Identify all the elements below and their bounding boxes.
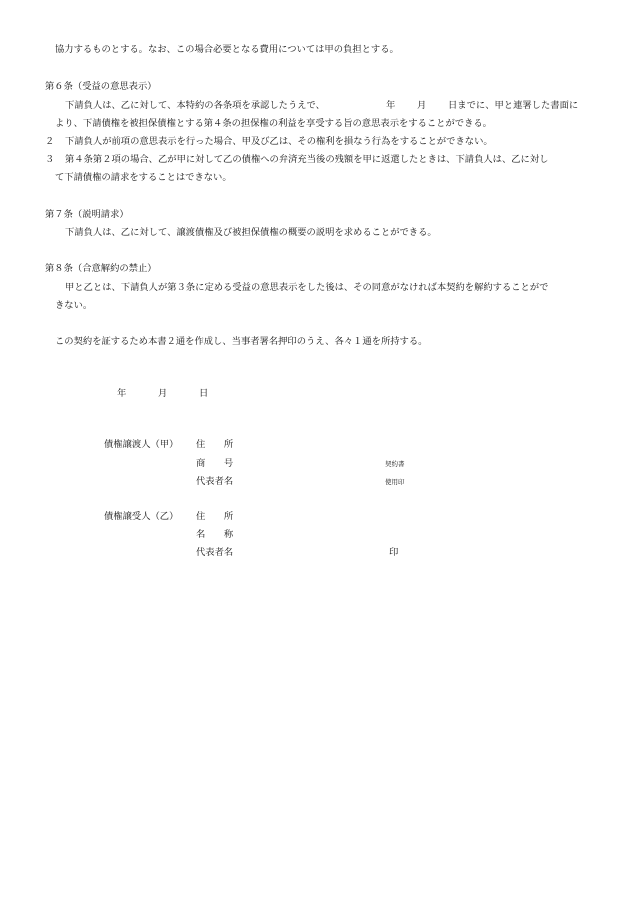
article8-heading: 第８条（合意解約の禁止） bbox=[45, 263, 157, 274]
date-month-label: 月 bbox=[158, 388, 168, 399]
assignee-representative-label: 代表者名 bbox=[196, 547, 234, 558]
assignor-role: 債権譲渡人（甲） bbox=[104, 439, 179, 450]
article6-day-text: 日までに、甲と連署した書面に bbox=[448, 100, 579, 111]
article8-paragraph1-a: 甲と乙とは、下請負人が第３条に定める受益の意思表示をした後は、その同意がなければ本契約を解約することがで bbox=[65, 282, 549, 293]
assignor-address-label: 住 所 bbox=[196, 439, 234, 450]
article6-item3-number: ３ bbox=[45, 154, 55, 165]
date-year-label: 年 bbox=[117, 388, 127, 399]
article8-paragraph1-b: きない。 bbox=[55, 300, 93, 311]
assignor-representative-label: 代表者名 bbox=[196, 476, 234, 487]
closing-statement: この契約を証するため本書２通を作成し、当事者署名押印のうえ、各々１通を所持する。 bbox=[55, 336, 428, 347]
assignee-role: 債権譲受人（乙） bbox=[104, 511, 179, 522]
assignee-name-label: 名 称 bbox=[196, 529, 234, 540]
assignor-seal-note-contract: 契約書 bbox=[385, 460, 405, 468]
article6-item2-text: 下請負人が前項の意思表示を行った場合、甲及び乙は、その権利を損なう行為をすることができない。 bbox=[65, 136, 493, 147]
article6-year-label: 年 bbox=[386, 100, 396, 111]
article6-item2-number: ２ bbox=[45, 136, 55, 147]
assignor-seal-note-use: 使用印 bbox=[385, 478, 405, 486]
assignee-address-label: 住 所 bbox=[196, 511, 234, 522]
assignor-trade-name-label: 商 号 bbox=[196, 458, 234, 469]
article6-paragraph1-b: より、下請債権を被担保債権とする第４条の担保権の利益を享受する旨の意思表示をすることができる。 bbox=[55, 118, 492, 129]
date-day-label: 日 bbox=[199, 388, 209, 399]
article6-heading: 第６条（受益の意思表示） bbox=[45, 81, 157, 92]
article6-item3-a: 第４条第２項の場合、乙が甲に対して乙の債権への弁済充当後の残額を甲に返還したときは、下請負人は、乙に対し bbox=[65, 154, 549, 165]
article6-paragraph1-a: 下請負人は、乙に対して、本特約の各条項を承認したうえで、 bbox=[65, 100, 325, 111]
assignee-seal-mark: 印 bbox=[389, 547, 399, 558]
article6-month-label: 月 bbox=[417, 100, 427, 111]
article7-paragraph1: 下請負人は、乙に対して、譲渡債権及び被担保債権の概要の説明を求めることができる。 bbox=[65, 227, 437, 238]
article6-item3-b: て下請債権の請求をすることはできない。 bbox=[55, 172, 232, 183]
article7-heading: 第７条（説明請求） bbox=[45, 209, 129, 220]
intro-line: 協力するものとする。なお、この場合必要となる費用については甲の負担とする。 bbox=[55, 44, 399, 55]
